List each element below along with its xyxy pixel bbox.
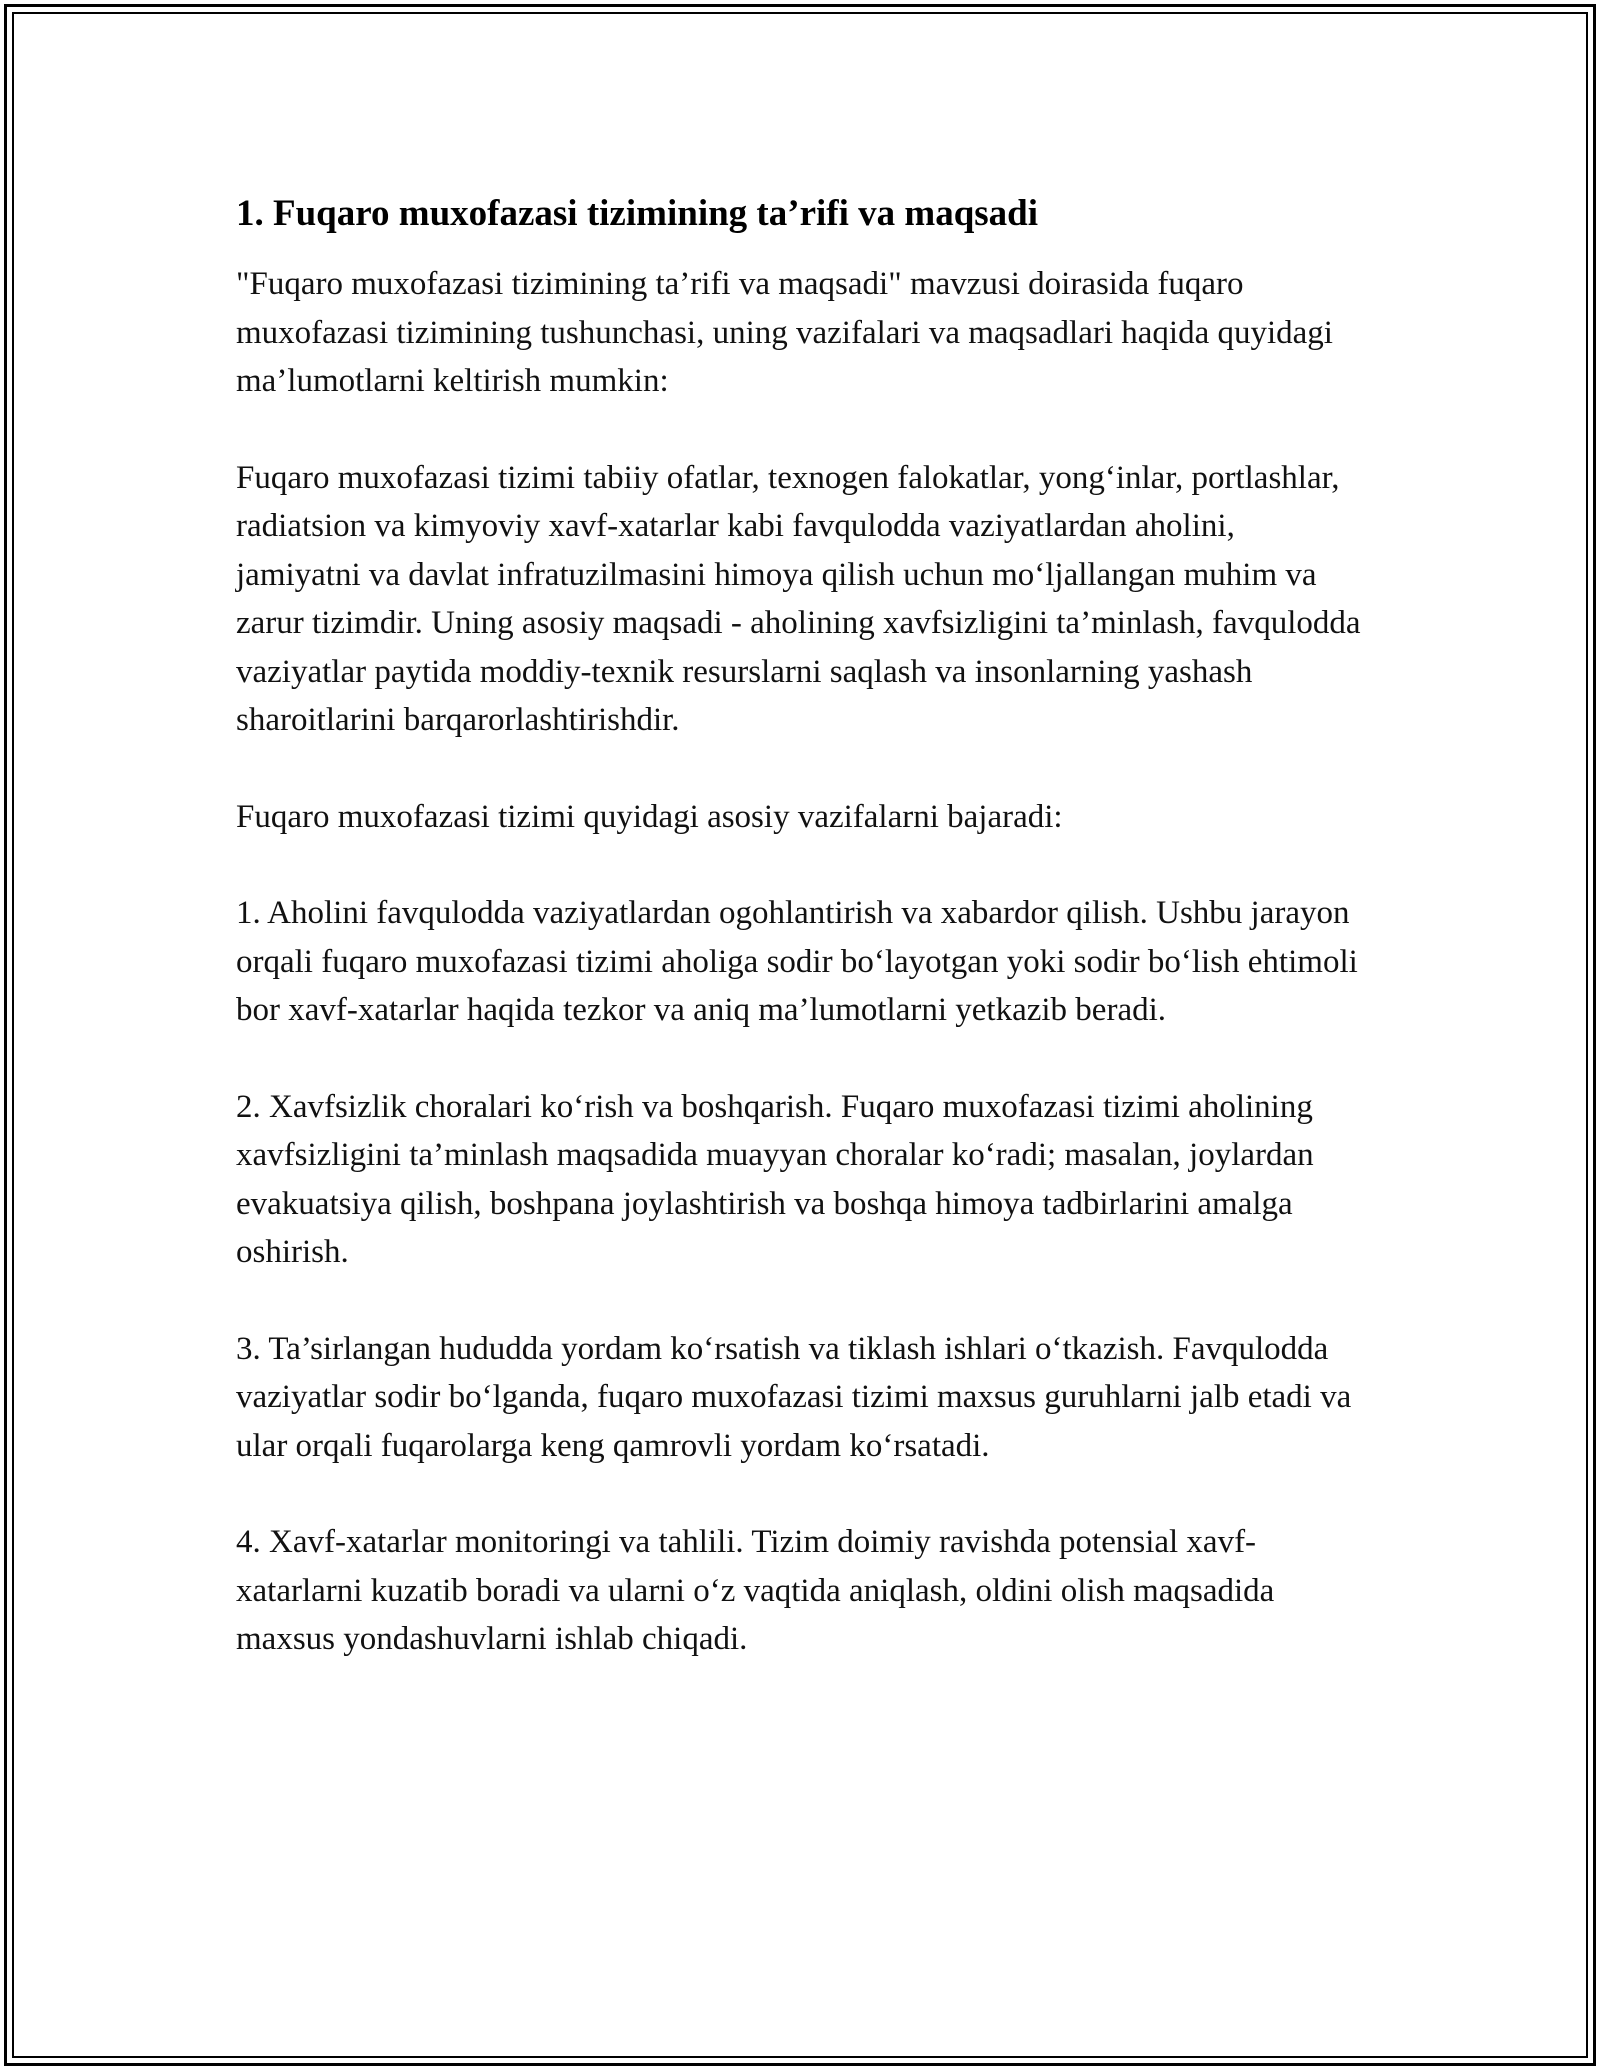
definition-paragraph: Fuqaro muxofazasi tizimi tabiiy ofatlar, texnogen falokatlar, yong‘inlar, portlashlar, radiatsion va kimyoviy xavf-xatarlar kabi favqulodda vaziyatlardan aholini, jamiyatni va davlat infratuzilmasini himoya qilish uchun mo‘ljallangan muhim va zarur tizimdir. Uning asosiy maqsadi - aholining xavfsizligini ta’minlash, favqulodda vaziyatlar paytida moddiy-texnik resurslarni saqlash va insonlarning yashash sharoitlarini barqarorlashtirishdir. [236, 459, 1361, 738]
task-item-3: 3. Ta’sirlangan hududda yordam ko‘rsatish va tiklash ishlari o‘tkazish. Favqulodda vaziyatlar sodir bo‘lganda, fuqaro muxofazasi tizimi maxsus guruhlarni jalb etadi va ular orqali fuqarolarga keng qamrovli yordam ko‘rsatadi. [236, 1330, 1352, 1464]
intro-paragraph: "Fuqaro muxofazasi tizimining ta’rifi va maqsadi" mavzusi doirasida fuqaro muxofazasi tizimining tushunchasi, uning vazifalari va maqsadlari haqida quyidagi ma’lumotlarni keltirish mumkin: [236, 266, 1333, 399]
document-title: 1. Fuqaro muxofazasi tizimining ta’rifi va maqsadi [236, 193, 1039, 234]
task-item-2: 2. Xavfsizlik choralari ko‘rish va boshqarish. Fuqaro muxofazasi tizimi aholining xavfsizligini ta’minlash maqsadida muayyan choralar ko‘radi; masalan, joylardan evakuatsiya qilish, boshpana joylashtirish va boshqa himoya tadbirlarini amalga oshirish. [236, 1088, 1314, 1270]
tasks-intro-paragraph: Fuqaro muxofazasi tizimi quyidagi asosiy vazifalarni bajaradi: [236, 798, 1063, 835]
task-item-4: 4. Xavf-xatarlar monitoringi va tahlili. Tizim doimiy ravishda potensial xavf-xatarlarni kuzatib boradi va ularni o‘z vaqtida aniqlash, oldini olish maqsadida maxsus yondashuvlarni ishlab chiqadi. [236, 1524, 1275, 1657]
task-item-1: 1. Aholini favqulodda vaziyatlardan ogohlantirish va xabardor qilish. Ushbu jarayon orqali fuqaro muxofazasi tizimi aholiga sodir bo‘layotgan yoki sodir bo‘lish ehtimoli bor xavf-xatarlar haqida tezkor va aniq ma’lumotlarni yetkazib beradi. [236, 895, 1358, 1028]
document-body [236, 186, 1366, 1712]
